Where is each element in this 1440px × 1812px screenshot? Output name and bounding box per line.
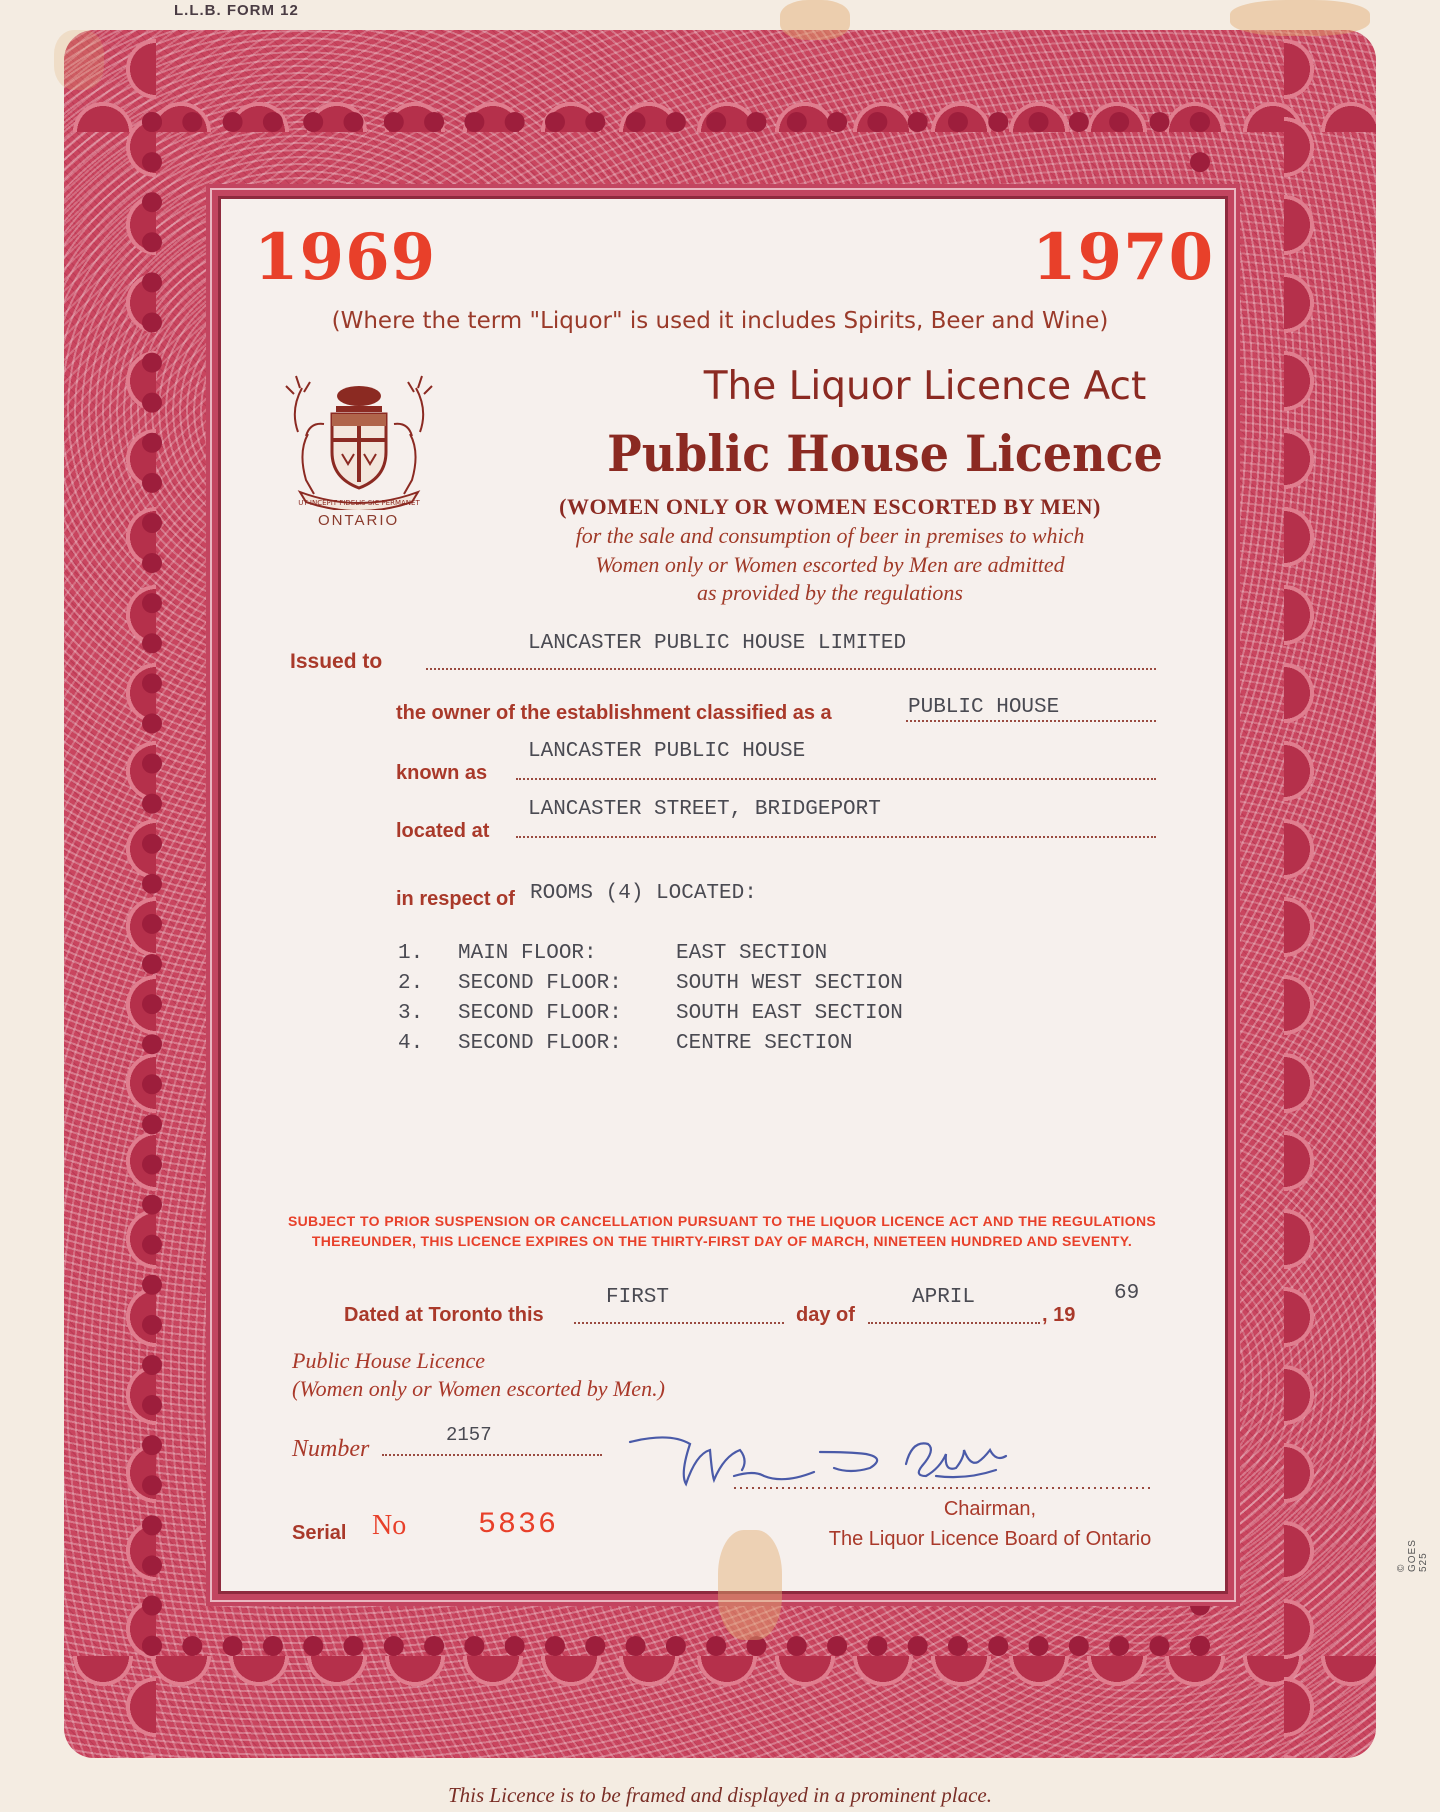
year-prefix: , 19: [1042, 1304, 1076, 1326]
crest-motto: UT INCEPIT FIDELIS SIC PERMANET: [298, 499, 420, 507]
serial-label: Serial: [292, 1522, 347, 1544]
in-respect-of-label: in respect of: [396, 888, 515, 910]
classified-as-line: [906, 720, 1156, 722]
room-section: CENTRE SECTION: [676, 1032, 853, 1055]
number-line: [382, 1454, 602, 1456]
crest-label: ONTARIO: [318, 512, 400, 529]
issued-to-label: Issued to: [290, 650, 383, 673]
serial-no-symbol: No: [372, 1510, 407, 1541]
purpose-line: Women only or Women escorted by Men are admitted: [595, 551, 1065, 577]
signatory-block: [740, 1494, 1240, 1554]
located-at-line: [516, 836, 1156, 838]
room-section: EAST SECTION: [676, 942, 828, 965]
purpose-line: for the sale and consumption of beer in premises to which: [575, 523, 1085, 548]
classified-as-value: PUBLIC HOUSE: [908, 696, 1060, 719]
tape-stain: [1230, 0, 1370, 36]
number-label: Number: [292, 1436, 370, 1462]
issued-to-value: LANCASTER PUBLIC HOUSE LIMITED: [528, 632, 907, 655]
in-respect-of-value: ROOMS (4) LOCATED:: [530, 882, 757, 905]
dated-month-line: [868, 1322, 1040, 1324]
room-section: SOUTH WEST SECTION: [676, 972, 903, 995]
room-number: 1.: [398, 942, 424, 965]
room-floor: SECOND FLOOR:: [458, 1002, 622, 1025]
room-number: 3.: [398, 1002, 424, 1025]
located-at-value: LANCASTER STREET, BRIDGEPORT: [528, 798, 881, 821]
expiry-conditions: SUBJECT TO PRIOR SUSPENSION OR CANCELLATION PURSUANT TO THE LIQUOR LICENCE ACT AND THE REGULATIONS THEREUNDER, THIS LICENCE EXPIRES ON THE THIRTY-FIRST DAY OF MARCH, NINETEEN HUNDRED AND SEVENTY.: [288, 1213, 1156, 1249]
frame-scallop-right: [1284, 30, 1328, 1758]
act-title: The Liquor Licence Act: [703, 364, 1147, 409]
room-floor: SECOND FLOOR:: [458, 972, 622, 995]
day-of-label: day of: [796, 1304, 855, 1326]
number-value: 2157: [446, 1424, 492, 1446]
frame-scallop-bottom: [64, 1656, 1376, 1700]
year-start: 1969: [254, 220, 437, 295]
licence-type-line: Public House Licence: [292, 1348, 486, 1373]
classified-as-label: the owner of the establishment classified as a: [396, 702, 832, 724]
room-section: SOUTH EAST SECTION: [676, 1002, 903, 1025]
tape-stain: [780, 0, 850, 40]
liquor-definition: (Where the term "Liquor" is used it includes Spirits, Beer and Wine): [331, 308, 1109, 334]
form-id: L.L.B. FORM 12: [174, 2, 299, 19]
year-suffix: 69: [1114, 1282, 1140, 1305]
display-instruction: This Licence is to be framed and displayed in a prominent place.: [448, 1783, 992, 1807]
licence-purpose: [440, 522, 1220, 608]
room-floor: MAIN FLOOR:: [458, 942, 597, 965]
licence-type-line: (Women only or Women escorted by Men.): [292, 1376, 665, 1401]
dated-month: APRIL: [912, 1286, 976, 1309]
dated-label: Dated at Toronto this: [344, 1304, 544, 1326]
known-as-line: [516, 778, 1156, 780]
tape-stain: [54, 30, 104, 90]
signatory-title: Chairman,: [943, 1498, 1037, 1520]
room-floor: SECOND FLOOR:: [458, 1032, 622, 1055]
printer-mark: © GOES 525: [1396, 1539, 1429, 1572]
year-end: 1970: [1032, 220, 1215, 295]
ontario-coat-of-arms-icon: [284, 374, 434, 510]
licence-title: Public House Licence: [607, 424, 1163, 483]
known-as-label: known as: [396, 762, 488, 784]
licence-subtitle: (WOMEN ONLY OR WOMEN ESCORTED BY MEN): [559, 494, 1101, 519]
issued-to-line: [426, 668, 1156, 670]
purpose-line: as provided by the regulations: [697, 580, 963, 606]
dated-day-line: [574, 1322, 784, 1324]
serial-value: 5836: [478, 1508, 559, 1542]
located-at-label: located at: [396, 820, 490, 842]
room-number: 2.: [398, 972, 424, 995]
signatory-organization: The Liquor Licence Board of Ontario: [828, 1528, 1152, 1550]
known-as-value: LANCASTER PUBLIC HOUSE: [528, 740, 806, 763]
dated-day: FIRST: [606, 1286, 670, 1309]
room-number: 4.: [398, 1032, 424, 1055]
